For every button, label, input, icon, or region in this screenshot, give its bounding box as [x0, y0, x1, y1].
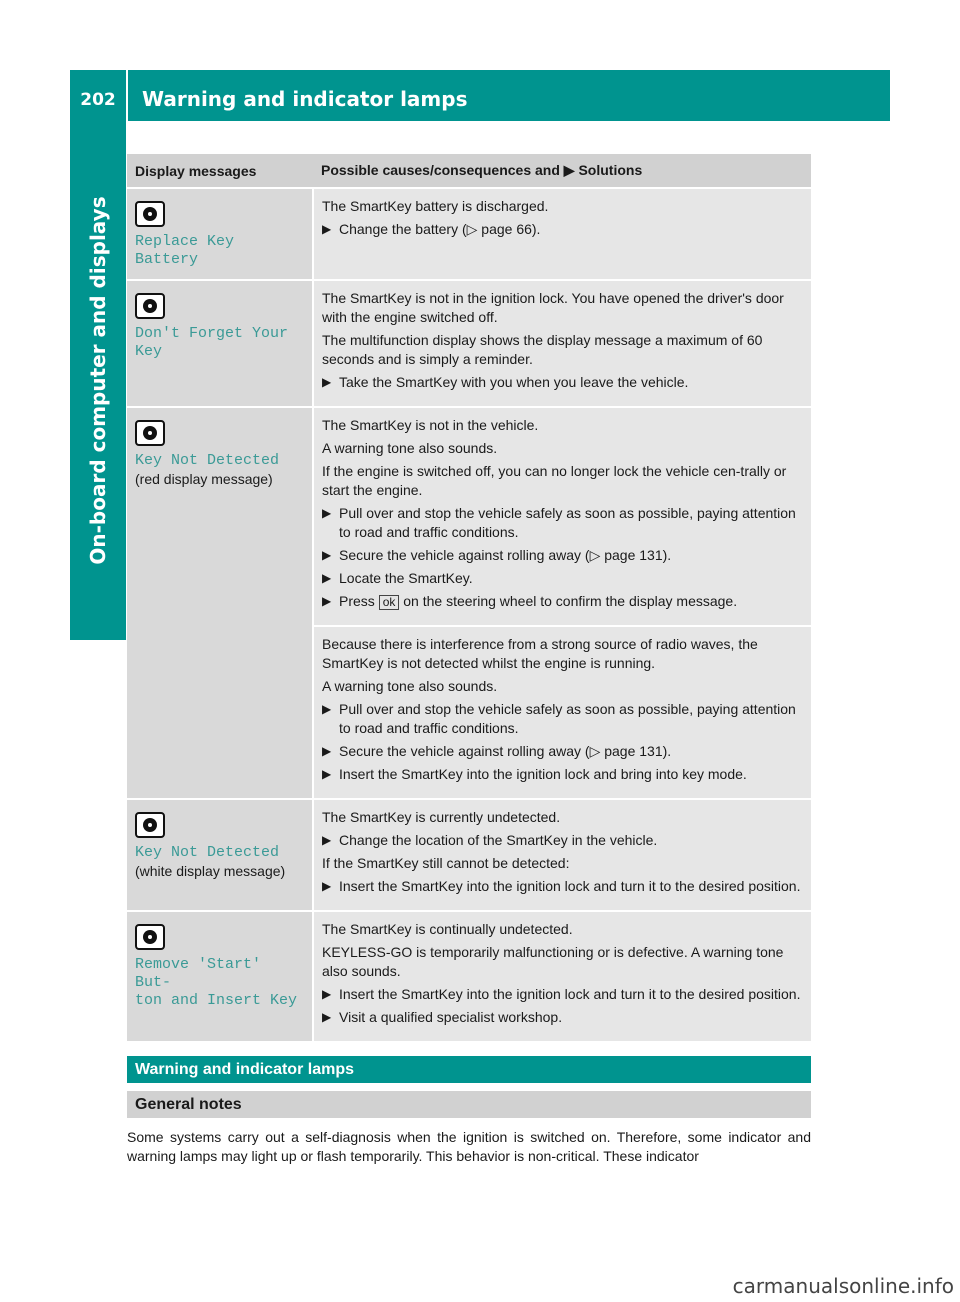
step-text: Press [339, 593, 379, 609]
display-message-cell [127, 280, 313, 407]
solution-step [322, 1008, 803, 1027]
solution-step [322, 373, 803, 392]
solution-step [322, 546, 803, 565]
header-divider [126, 70, 128, 121]
smartkey-icon [135, 293, 165, 319]
smartkey-icon [135, 201, 165, 227]
display-message-text: Replace Key Battery [135, 233, 235, 268]
arrow-right-icon: ▶ [322, 767, 332, 781]
step-text: on the steering wheel to confirm the display message. [399, 593, 738, 609]
step-text: Insert the SmartKey into the ignition lock and turn it to the desired position. [339, 986, 801, 1002]
table-row [127, 188, 811, 280]
cause-text: A warning tone also sounds. [322, 678, 498, 694]
step-text: Insert the SmartKey into the ignition lock and turn it to the desired position. [339, 878, 801, 894]
chapter-side-tab [70, 121, 126, 640]
solutions-cell [313, 626, 811, 799]
display-message-text: Remove 'Start' But‐ ton and Insert Key [135, 956, 298, 1009]
body-paragraph: Some systems carry out a self-diagnosis when the ignition is switched on. Therefore, some indicator and warning lamps may light up or flash temporarily. This behavior is non-critical. These indicator [127, 1129, 811, 1164]
arrow-right-icon: ▶ [322, 879, 332, 893]
step-text: Visit a qualified specialist workshop. [339, 1009, 563, 1025]
arrow-right-icon: ▶ [322, 375, 332, 389]
cause-text: The SmartKey is continually undetected. [322, 921, 573, 937]
chapter-label: On-board computer and displays [86, 196, 110, 565]
solution-step [322, 592, 803, 611]
arrow-right-icon: ▶ [322, 987, 332, 1001]
cause-text: The SmartKey is currently undetected. [322, 809, 561, 825]
display-message-cell [127, 911, 313, 1042]
solution-step [322, 985, 803, 1004]
solutions-cell [313, 188, 811, 280]
solution-step [322, 504, 803, 542]
arrow-right-icon: ▶ [322, 1010, 332, 1024]
table-row [127, 280, 811, 407]
section-heading: Warning and indicator lamps [127, 1056, 811, 1083]
step-text: Locate the SmartKey. [339, 570, 473, 586]
display-message-text: Key Not Detected [135, 844, 280, 861]
col-causes-label: Possible causes/consequences and [321, 162, 564, 178]
table-row [127, 799, 811, 911]
cause-text: The SmartKey is not in the ignition lock. You have opened the driver's door with the engine switched off. [322, 290, 784, 325]
watermark: carmanualsonline.info [732, 1274, 954, 1298]
step-text: Secure the vehicle against rolling away (▷ page 131). [339, 547, 672, 563]
cause-text: If the engine is switched off, you can no longer lock the vehicle cen-trally or start the engine. [322, 463, 787, 498]
page-number: 202 [80, 89, 116, 110]
col-causes-solutions [313, 154, 811, 188]
smartkey-icon [135, 812, 165, 838]
col-display-messages: Display messages [127, 154, 313, 188]
arrow-right-icon: ▶ [322, 548, 332, 562]
solutions-cell [313, 280, 811, 407]
table-row [127, 407, 811, 626]
arrow-right-icon: ▶ [322, 744, 332, 758]
arrow-right-icon: ▶ [322, 222, 332, 236]
cause-text: The SmartKey battery is discharged. [322, 198, 549, 214]
smartkey-icon [135, 420, 165, 446]
arrow-right-icon: ▶ [322, 833, 332, 847]
arrow-right-icon: ▶ [563, 162, 575, 178]
page-header [70, 70, 890, 121]
solution-step [322, 569, 803, 588]
display-message-note: (red display message) [135, 471, 273, 487]
arrow-right-icon: ▶ [322, 594, 332, 608]
col-solutions-label: Solutions [574, 162, 643, 178]
step-text: Insert the SmartKey into the ignition lock and bring into key mode. [339, 766, 747, 782]
solutions-cell [313, 911, 811, 1042]
display-message-cell [127, 799, 313, 911]
cause-text: A warning tone also sounds. [322, 440, 498, 456]
cause-text: Because there is interference from a strong source of radio waves, the SmartKey is not detected whilst the engine is running. [322, 636, 758, 671]
solution-step [322, 831, 803, 850]
display-message-note: (white display message) [135, 863, 286, 879]
solution-step [322, 765, 803, 784]
solution-step [322, 220, 803, 239]
ok-button-icon: ok [379, 595, 400, 610]
display-message-cell [127, 188, 313, 280]
step-text: Pull over and stop the vehicle safely as soon as possible, paying attention to road and traffic conditions. [339, 505, 796, 540]
step-text: Change the location of the SmartKey in the vehicle. [339, 832, 658, 848]
subsection-heading: General notes [127, 1091, 811, 1118]
table-header-row [127, 154, 811, 188]
step-text: Pull over and stop the vehicle safely as soon as possible, paying attention to road and traffic conditions. [339, 701, 796, 736]
cause-text: KEYLESS-GO is temporarily malfunctioning or is defective. A warning tone also sounds. [322, 944, 784, 979]
solutions-cell [313, 799, 811, 911]
cause-text: The multifunction display shows the display message a maximum of 60 seconds and is simply a reminder. [322, 332, 763, 367]
step-text: Change the battery (▷ page 66). [339, 221, 541, 237]
display-message-cell [127, 407, 313, 799]
step-text: Take the SmartKey with you when you leave the vehicle. [339, 374, 689, 390]
table-row [127, 911, 811, 1042]
step-text: Secure the vehicle against rolling away (▷ page 131). [339, 743, 672, 759]
chapter-tab-marker [80, 610, 110, 640]
display-message-text: Don't Forget Your Key [135, 325, 289, 360]
solution-step [322, 742, 803, 761]
display-messages-table [127, 154, 811, 1043]
solution-step [322, 700, 803, 738]
page-title: Warning and indicator lamps [142, 86, 468, 111]
cause-text: If the SmartKey still cannot be detected: [322, 855, 570, 871]
display-message-text: Key Not Detected [135, 452, 280, 469]
solution-step [322, 877, 803, 896]
solutions-cell [313, 407, 811, 626]
smartkey-icon [135, 924, 165, 950]
arrow-right-icon: ▶ [322, 506, 332, 520]
cause-text: The SmartKey is not in the vehicle. [322, 417, 539, 433]
arrow-right-icon: ▶ [322, 571, 332, 585]
arrow-right-icon: ▶ [322, 702, 332, 716]
